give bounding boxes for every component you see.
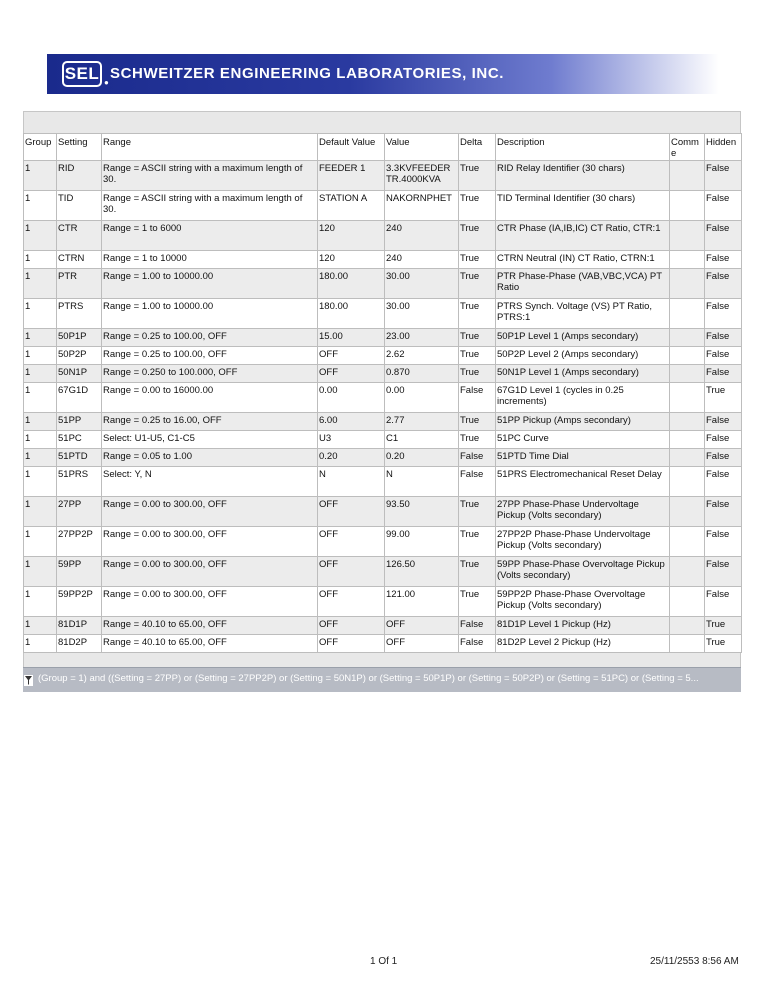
cell-value: 240 — [385, 251, 459, 269]
cell-setting: TID — [57, 191, 102, 221]
cell-hidden: False — [705, 431, 742, 449]
table-row[interactable] — [24, 161, 742, 191]
cell-hidden: False — [705, 497, 742, 527]
table-row[interactable] — [24, 329, 742, 347]
cell-description: 51PTD Time Dial — [496, 449, 670, 467]
cell-delta: True — [459, 431, 496, 449]
cell-delta: True — [459, 413, 496, 431]
cell-default-value: FEEDER 1 — [318, 161, 385, 191]
column-header-default-value[interactable]: Default Value — [318, 134, 385, 161]
cell-group: 1 — [24, 347, 57, 365]
column-header-hidden[interactable]: Hidden — [705, 134, 742, 161]
cell-group: 1 — [24, 329, 57, 347]
settings-table — [23, 133, 742, 653]
table-row[interactable] — [24, 365, 742, 383]
table-row[interactable] — [24, 221, 742, 251]
cell-comment — [670, 191, 705, 221]
column-header-range[interactable]: Range — [102, 134, 318, 161]
cell-comment — [670, 431, 705, 449]
cell-group: 1 — [24, 449, 57, 467]
cell-value: OFF — [385, 635, 459, 653]
cell-setting: 51PRS — [57, 467, 102, 497]
cell-hidden: True — [705, 617, 742, 635]
cell-group: 1 — [24, 383, 57, 413]
cell-description: CTR Phase (IA,IB,IC) CT Ratio, CTR:1 — [496, 221, 670, 251]
cell-setting: 27PP — [57, 497, 102, 527]
column-header-group[interactable]: Group — [24, 134, 57, 161]
column-header-setting[interactable]: Setting — [57, 134, 102, 161]
cell-setting: 67G1D — [57, 383, 102, 413]
cell-hidden: False — [705, 251, 742, 269]
cell-default-value: U3 — [318, 431, 385, 449]
cell-default-value: OFF — [318, 617, 385, 635]
cell-setting: 50N1P — [57, 365, 102, 383]
cell-group: 1 — [24, 527, 57, 557]
cell-comment — [670, 347, 705, 365]
cell-group: 1 — [24, 269, 57, 299]
cell-delta: True — [459, 329, 496, 347]
column-header-comment[interactable]: Comme — [670, 134, 705, 161]
table-row[interactable] — [24, 269, 742, 299]
cell-range: Range = ASCII string with a maximum length of 30. — [102, 191, 318, 221]
cell-description: 51PP Pickup (Amps secondary) — [496, 413, 670, 431]
cell-description: RID Relay Identifier (30 chars) — [496, 161, 670, 191]
cell-group: 1 — [24, 191, 57, 221]
table-row[interactable] — [24, 431, 742, 449]
cell-description: 27PP Phase-Phase Undervoltage Pickup (Volts secondary) — [496, 497, 670, 527]
cell-default-value: OFF — [318, 365, 385, 383]
cell-comment — [670, 413, 705, 431]
table-row[interactable] — [24, 557, 742, 587]
cell-comment — [670, 299, 705, 329]
cell-comment — [670, 251, 705, 269]
cell-value: 30.00 — [385, 299, 459, 329]
cell-delta: True — [459, 557, 496, 587]
cell-comment — [670, 329, 705, 347]
cell-description: 59PP2P Phase-Phase Overvoltage Pickup (Volts secondary) — [496, 587, 670, 617]
cell-group: 1 — [24, 221, 57, 251]
cell-value: 126.50 — [385, 557, 459, 587]
cell-value: 240 — [385, 221, 459, 251]
cell-group: 1 — [24, 557, 57, 587]
cell-hidden: True — [705, 383, 742, 413]
cell-setting: 59PP — [57, 557, 102, 587]
cell-delta: True — [459, 299, 496, 329]
cell-comment — [670, 617, 705, 635]
cell-range: Range = 40.10 to 65.00, OFF — [102, 635, 318, 653]
cell-hidden: False — [705, 413, 742, 431]
cell-hidden: False — [705, 365, 742, 383]
cell-value: 99.00 — [385, 527, 459, 557]
cell-default-value: OFF — [318, 557, 385, 587]
cell-comment — [670, 635, 705, 653]
cell-range: Range = 0.25 to 16.00, OFF — [102, 413, 318, 431]
cell-description: PTR Phase-Phase (VAB,VBC,VCA) PT Ratio — [496, 269, 670, 299]
cell-range: Range = 1 to 6000 — [102, 221, 318, 251]
cell-range: Range = 1.00 to 10000.00 — [102, 269, 318, 299]
cell-setting: CTR — [57, 221, 102, 251]
cell-comment — [670, 221, 705, 251]
cell-hidden: False — [705, 221, 742, 251]
cell-description: 81D2P Level 2 Pickup (Hz) — [496, 635, 670, 653]
cell-comment — [670, 497, 705, 527]
cell-range: Range = 0.250 to 100.000, OFF — [102, 365, 318, 383]
cell-hidden: False — [705, 329, 742, 347]
cell-description: 50P1P Level 1 (Amps secondary) — [496, 329, 670, 347]
cell-setting: 81D1P — [57, 617, 102, 635]
cell-value: 121.00 — [385, 587, 459, 617]
cell-default-value: OFF — [318, 527, 385, 557]
cell-value: N — [385, 467, 459, 497]
table-row[interactable] — [24, 299, 742, 329]
cell-range: Range = 0.05 to 1.00 — [102, 449, 318, 467]
column-header-description[interactable]: Description — [496, 134, 670, 161]
cell-default-value: STATION A — [318, 191, 385, 221]
cell-group: 1 — [24, 161, 57, 191]
cell-setting: 50P2P — [57, 347, 102, 365]
cell-default-value: 180.00 — [318, 269, 385, 299]
cell-range: Select: U1-U5, C1-C5 — [102, 431, 318, 449]
table-row[interactable] — [24, 191, 742, 221]
cell-description: 51PC Curve — [496, 431, 670, 449]
table-row[interactable] — [24, 635, 742, 653]
cell-default-value: OFF — [318, 497, 385, 527]
cell-range: Range = 0.00 to 300.00, OFF — [102, 527, 318, 557]
cell-range: Range = 1.00 to 10000.00 — [102, 299, 318, 329]
cell-setting: CTRN — [57, 251, 102, 269]
cell-comment — [670, 383, 705, 413]
cell-hidden: False — [705, 557, 742, 587]
company-name: SCHWEITZER ENGINEERING LABORATORIES, INC. — [110, 65, 505, 82]
filter-icon[interactable] — [24, 675, 33, 686]
cell-delta: True — [459, 365, 496, 383]
table-row[interactable] — [24, 497, 742, 527]
cell-group: 1 — [24, 587, 57, 617]
table-header-row — [24, 134, 742, 161]
cell-default-value: 120 — [318, 251, 385, 269]
cell-description: 50N1P Level 1 (Amps secondary) — [496, 365, 670, 383]
cell-value: OFF — [385, 617, 459, 635]
table-row[interactable] — [24, 617, 742, 635]
cell-range: Range = 0.25 to 100.00, OFF — [102, 347, 318, 365]
cell-group: 1 — [24, 617, 57, 635]
cell-hidden: False — [705, 161, 742, 191]
cell-setting: PTR — [57, 269, 102, 299]
cell-comment — [670, 587, 705, 617]
cell-delta: True — [459, 161, 496, 191]
table-row[interactable] — [24, 413, 742, 431]
cell-comment — [670, 557, 705, 587]
cell-range: Range = 40.10 to 65.00, OFF — [102, 617, 318, 635]
cell-hidden: False — [705, 449, 742, 467]
cell-value: 23.00 — [385, 329, 459, 347]
cell-delta: True — [459, 497, 496, 527]
cell-delta: True — [459, 527, 496, 557]
cell-comment — [670, 527, 705, 557]
cell-value: 0.20 — [385, 449, 459, 467]
table-row[interactable] — [24, 383, 742, 413]
cell-hidden: False — [705, 347, 742, 365]
cell-comment — [670, 161, 705, 191]
cell-group: 1 — [24, 365, 57, 383]
cell-comment — [670, 365, 705, 383]
page-number: 1 Of 1 — [370, 956, 398, 967]
cell-description: 51PRS Electromechanical Reset Delay — [496, 467, 670, 497]
cell-group: 1 — [24, 413, 57, 431]
cell-value: NAKORNPHET — [385, 191, 459, 221]
cell-default-value: 120 — [318, 221, 385, 251]
cell-range: Range = 0.00 to 300.00, OFF — [102, 587, 318, 617]
column-header-delta[interactable]: Delta — [459, 134, 496, 161]
cell-description: CTRN Neutral (IN) CT Ratio, CTRN:1 — [496, 251, 670, 269]
cell-value: 2.77 — [385, 413, 459, 431]
cell-group: 1 — [24, 299, 57, 329]
cell-delta: True — [459, 269, 496, 299]
cell-description: PTRS Synch. Voltage (VS) PT Ratio, PTRS:1 — [496, 299, 670, 329]
cell-default-value: 6.00 — [318, 413, 385, 431]
cell-group: 1 — [24, 635, 57, 653]
cell-default-value: 15.00 — [318, 329, 385, 347]
cell-comment — [670, 449, 705, 467]
cell-value: 30.00 — [385, 269, 459, 299]
cell-group: 1 — [24, 251, 57, 269]
cell-default-value: N — [318, 467, 385, 497]
cell-delta: False — [459, 617, 496, 635]
cell-value: 3.3KVFEEDER TR.4000KVA — [385, 161, 459, 191]
cell-delta: False — [459, 467, 496, 497]
cell-setting: 59PP2P — [57, 587, 102, 617]
table-row[interactable] — [24, 347, 742, 365]
cell-description: 81D1P Level 1 Pickup (Hz) — [496, 617, 670, 635]
cell-setting: 51PP — [57, 413, 102, 431]
cell-delta: True — [459, 251, 496, 269]
cell-delta: True — [459, 347, 496, 365]
cell-setting: 51PTD — [57, 449, 102, 467]
table-row[interactable] — [24, 467, 742, 497]
cell-setting: RID — [57, 161, 102, 191]
cell-delta: False — [459, 449, 496, 467]
filter-expression: (Group = 1) and ((Setting = 27PP) or (Setting = 27PP2P) or (Setting = 50N1P) or (Setting = 50P1P) or (Setting = 50P2P) or (Setting = 51PC) or (Setting = 5... — [38, 673, 699, 684]
cell-hidden: False — [705, 269, 742, 299]
cell-hidden: False — [705, 467, 742, 497]
table-row[interactable] — [24, 449, 742, 467]
cell-group: 1 — [24, 431, 57, 449]
cell-hidden: False — [705, 299, 742, 329]
table-row[interactable] — [24, 587, 742, 617]
cell-value: 0.870 — [385, 365, 459, 383]
cell-description: TID Terminal Identifier (30 chars) — [496, 191, 670, 221]
cell-setting: 81D2P — [57, 635, 102, 653]
cell-default-value: OFF — [318, 347, 385, 365]
cell-hidden: False — [705, 191, 742, 221]
cell-hidden: True — [705, 635, 742, 653]
cell-group: 1 — [24, 467, 57, 497]
cell-default-value: OFF — [318, 635, 385, 653]
cell-group: 1 — [24, 497, 57, 527]
cell-range: Range = 1 to 10000 — [102, 251, 318, 269]
cell-range: Range = 0.00 to 300.00, OFF — [102, 557, 318, 587]
logo-dot: ● — [104, 78, 109, 87]
cell-range: Range = 0.00 to 300.00, OFF — [102, 497, 318, 527]
cell-comment — [670, 269, 705, 299]
table-row[interactable] — [24, 251, 742, 269]
cell-default-value: 180.00 — [318, 299, 385, 329]
cell-default-value: OFF — [318, 587, 385, 617]
cell-description: 59PP Phase-Phase Overvoltage Pickup (Volts secondary) — [496, 557, 670, 587]
cell-hidden: False — [705, 587, 742, 617]
cell-delta: True — [459, 191, 496, 221]
table-body — [24, 161, 742, 653]
cell-value: C1 — [385, 431, 459, 449]
cell-delta: True — [459, 221, 496, 251]
sel-logo: SEL — [62, 61, 102, 87]
table-row[interactable] — [24, 527, 742, 557]
cell-default-value: 0.00 — [318, 383, 385, 413]
cell-range: Select: Y, N — [102, 467, 318, 497]
cell-setting: 50P1P — [57, 329, 102, 347]
cell-setting: 27PP2P — [57, 527, 102, 557]
cell-range: Range = 0.25 to 100.00, OFF — [102, 329, 318, 347]
cell-value: 0.00 — [385, 383, 459, 413]
cell-hidden: False — [705, 527, 742, 557]
cell-delta: False — [459, 383, 496, 413]
column-header-value[interactable]: Value — [385, 134, 459, 161]
cell-description: 67G1D Level 1 (cycles in 0.25 increments) — [496, 383, 670, 413]
cell-range: Range = ASCII string with a maximum length of 30. — [102, 161, 318, 191]
cell-description: 50P2P Level 2 (Amps secondary) — [496, 347, 670, 365]
cell-value: 93.50 — [385, 497, 459, 527]
cell-delta: False — [459, 635, 496, 653]
cell-default-value: 0.20 — [318, 449, 385, 467]
cell-description: 27PP2P Phase-Phase Undervoltage Pickup (Volts secondary) — [496, 527, 670, 557]
cell-range: Range = 0.00 to 16000.00 — [102, 383, 318, 413]
print-timestamp: 25/11/2553 8:56 AM — [650, 956, 739, 967]
cell-delta: True — [459, 587, 496, 617]
cell-value: 2.62 — [385, 347, 459, 365]
cell-setting: 51PC — [57, 431, 102, 449]
cell-comment — [670, 467, 705, 497]
cell-setting: PTRS — [57, 299, 102, 329]
